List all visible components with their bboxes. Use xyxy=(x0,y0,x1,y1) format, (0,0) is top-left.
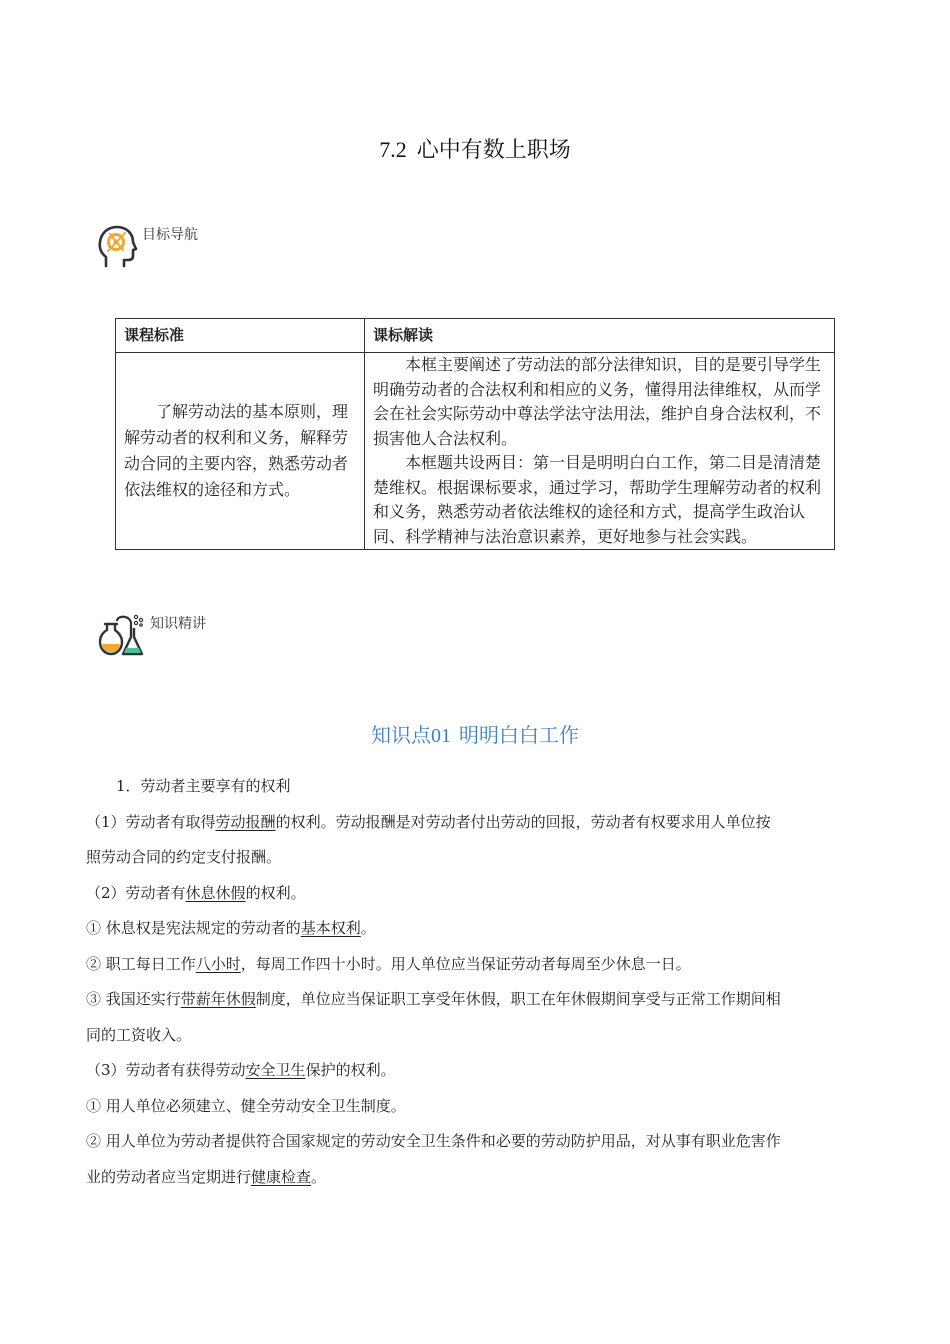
list-item-continued xyxy=(86,1162,866,1198)
table-cell-standard xyxy=(116,353,365,550)
knowledge-navigation xyxy=(98,613,206,661)
course-standards-table xyxy=(115,318,835,550)
interpretation-paragraph-2: 本框题共设两目：第一目是明明白白工作，第二目是清清楚楚维权。根据课标要求，通过学习，帮助学生理解劳动者的权利和义务，熟悉劳动者依法维权的途径和方式，提高学生政治认同、科学精神与法治意识素养，更好地参与社会实践。 xyxy=(373,453,822,546)
keyword-underlined: 基本权利 xyxy=(300,919,361,937)
title-text: 心中有数上职场 xyxy=(416,138,571,163)
list-item-continued xyxy=(86,842,866,878)
table-header-interpretation: 课标解读 xyxy=(365,319,835,353)
text-run: ① 用人单位必须建立、健全劳动安全卫生制度。 xyxy=(86,1096,406,1115)
list-item xyxy=(86,1055,866,1091)
goal-navigation xyxy=(98,224,198,270)
section-heading-text: 1．劳动者主要享有的权利 xyxy=(116,777,291,795)
keyword-underlined: 八小时 xyxy=(195,954,241,973)
text-run: 业的劳动者应当定期进行 xyxy=(86,1167,252,1186)
knowledge-point-text: 明明白白工作 xyxy=(459,723,579,747)
table-header-row xyxy=(116,319,835,353)
text-run: （2）劳动者有 xyxy=(86,883,186,902)
text-run: ，每周工作四十小时。用人单位应当保证劳动者每周至少休息一日。 xyxy=(240,954,691,973)
title-number: 7.2 xyxy=(379,137,407,162)
text-run: 。 xyxy=(360,919,376,937)
interpretation-paragraph-1: 本框主要阐述了劳动法的部分法律知识，目的是要引导学生明确劳动者的合法权利和相应的义务，懂得用法律维权，从而学会在社会实际劳动中尊法学法守法用法，维护自身合法权利，不损害他人合法权利。 xyxy=(373,355,822,448)
list-item xyxy=(86,878,866,914)
text-run: 的权利。劳动报酬是对劳动者付出劳动的回报，劳动者有权要求用人单位按 xyxy=(275,812,771,831)
text-run: ③ 我国还实行 xyxy=(86,990,181,1008)
section-heading xyxy=(86,771,866,807)
text-run: （1）劳动者有取得 xyxy=(86,812,216,831)
list-item xyxy=(86,984,866,1020)
page-title xyxy=(0,133,950,164)
text-run: 。 xyxy=(311,1167,327,1186)
keyword-underlined: 带薪年休假 xyxy=(180,990,256,1008)
list-item-continued xyxy=(86,1020,866,1056)
lab-flask-icon xyxy=(98,613,148,661)
text-run: 同的工资收入。 xyxy=(86,1025,192,1044)
knowledge-content xyxy=(86,771,866,1197)
text-run: 照劳动合同的约定支付报酬。 xyxy=(86,848,282,866)
list-item xyxy=(86,913,866,949)
list-item xyxy=(86,949,866,985)
text-run: ② 职工每日工作 xyxy=(86,954,196,973)
text-run: 的权利。 xyxy=(245,883,306,902)
standard-text: 了解劳动法的基本原则，理解劳动者的权利和义务，解释劳动合同的主要内容，熟悉劳动者依法维权的途径和方式。 xyxy=(124,402,349,499)
list-item xyxy=(86,1126,866,1162)
keyword-underlined: 健康检查 xyxy=(251,1167,312,1186)
text-run: （3）劳动者有获得劳动 xyxy=(86,1061,246,1079)
list-item xyxy=(86,1091,866,1127)
text-run: ① 休息权是宪法规定的劳动者的 xyxy=(86,919,301,937)
keyword-underlined: 安全卫生 xyxy=(245,1061,306,1079)
knowledge-point-title xyxy=(0,719,950,748)
table-row xyxy=(116,353,835,550)
table-header-standard: 课程标准 xyxy=(116,319,365,353)
keyword-underlined: 劳动报酬 xyxy=(215,812,276,831)
knowledge-point-number: 知识点01 xyxy=(371,725,451,747)
text-run: 保护的权利。 xyxy=(305,1061,396,1079)
table-cell-interpretation xyxy=(365,353,835,550)
head-gears-icon xyxy=(98,224,138,270)
goal-navigation-label: 目标导航 xyxy=(142,227,198,243)
knowledge-navigation-label: 知识精讲 xyxy=(150,616,206,632)
keyword-underlined: 休息休假 xyxy=(185,883,246,902)
text-run: ② 用人单位为劳动者提供符合国家规定的劳动安全卫生条件和必要的劳动防护用品，对从事有职业危害作 xyxy=(86,1132,781,1150)
text-run: 制度，单位应当保证职工享受年休假，职工在年休假期间享受与正常工作期间相 xyxy=(255,990,781,1008)
list-item xyxy=(86,807,866,843)
